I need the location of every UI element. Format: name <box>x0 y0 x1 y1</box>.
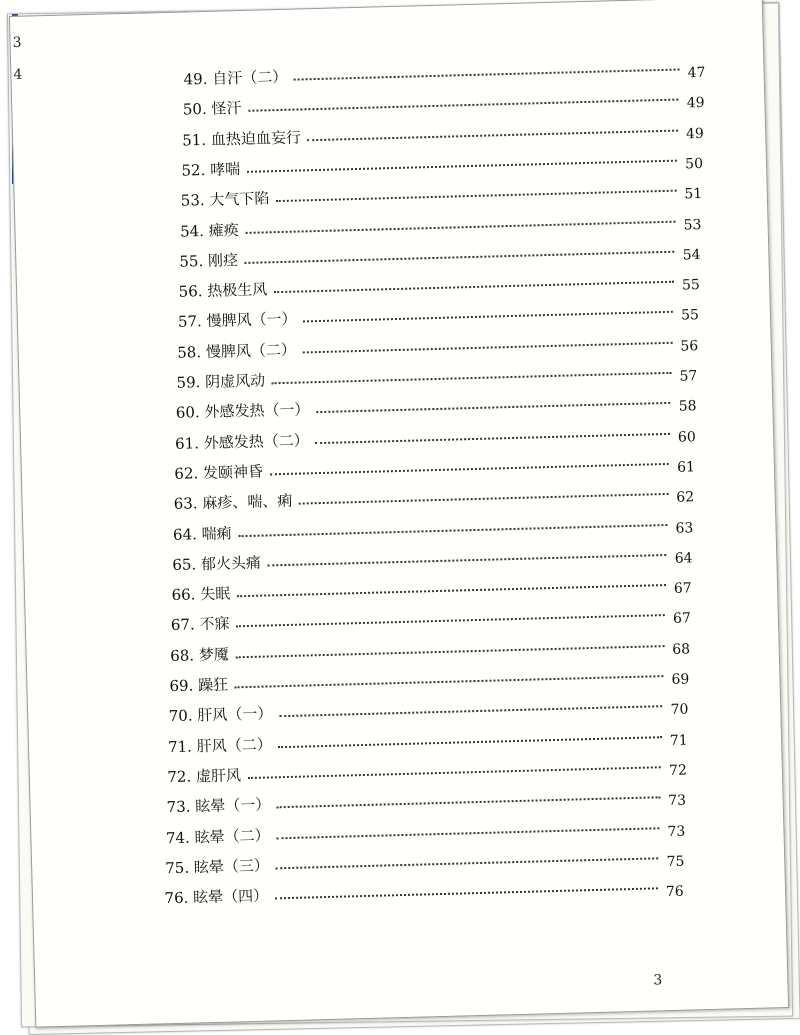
toc-entry-page: 50 <box>684 155 704 173</box>
leader-dots <box>270 463 669 475</box>
toc-entry-title: 虚肝风 <box>195 766 242 786</box>
toc-entry-page: 55 <box>681 277 700 294</box>
leader-dots <box>235 675 664 688</box>
leader-dots <box>237 584 666 597</box>
toc-entry-page: 75 <box>666 853 685 870</box>
edge-mark: 4 <box>13 66 23 83</box>
toc-entry-title: 喘痢 <box>201 523 232 543</box>
toc-entry-title: 肝风（二） <box>196 735 272 755</box>
toc-entry-label <box>183 97 242 120</box>
toc-entry-page: 62 <box>676 489 695 506</box>
toc-entry-title: 肝风（一） <box>197 704 273 725</box>
leader-dots <box>278 736 662 748</box>
toc-entry-title: 热极生风 <box>207 280 268 301</box>
toc-entry-title: 发颐神昏 <box>202 462 264 483</box>
leader-dots <box>267 554 666 566</box>
toc-entry-page: 73 <box>668 792 687 810</box>
leader-dots <box>316 402 671 413</box>
toc-entry-number: 74. <box>165 828 191 847</box>
toc-entry-page: 49 <box>686 95 705 112</box>
toc-entry-label <box>176 369 265 392</box>
toc-entry-page: 71 <box>669 732 688 749</box>
toc-entry-page: 70 <box>670 701 689 719</box>
toc-entry-label <box>168 703 272 727</box>
toc-entry-title: 阴虚风动 <box>204 371 266 392</box>
toc-entry-number: 58. <box>177 342 202 362</box>
toc-entry-label <box>180 219 239 242</box>
toc-entry-title: 梦魇 <box>198 645 230 664</box>
leader-dots <box>294 69 680 81</box>
toc-entry-number: 49. <box>183 69 208 89</box>
toc-page <box>9 0 789 1028</box>
leader-dots <box>307 129 678 141</box>
toc-entry-page: 68 <box>672 641 691 658</box>
toc-entry-label <box>178 278 267 301</box>
toc-entry-page: 55 <box>680 307 700 324</box>
leader-dots <box>245 250 675 263</box>
toc-entry-page: 58 <box>678 398 697 415</box>
toc-entry-title: 麻疹、喘、痢 <box>202 491 293 513</box>
leader-dots <box>238 523 667 536</box>
toc-entry-label <box>180 187 269 210</box>
toc-entry-label <box>175 429 309 453</box>
toc-entry-page: 54 <box>682 246 701 264</box>
toc-entry-label <box>166 794 270 818</box>
toc-entry-label <box>166 824 270 848</box>
toc-entry-label <box>183 66 287 90</box>
leader-dots <box>274 281 674 293</box>
toc-entry-number: 53. <box>180 191 205 210</box>
toc-entry-number: 63. <box>173 494 198 514</box>
toc-entry-number: 50. <box>182 100 207 119</box>
toc-entry-number: 56. <box>178 282 203 301</box>
toc-entry-page: 56 <box>680 337 699 355</box>
toc-entry-label <box>179 249 238 272</box>
toc-entry-number: 73. <box>166 797 191 817</box>
leader-dots <box>247 159 677 172</box>
leader-dots <box>279 705 663 717</box>
toc-entry-title: 刚痉 <box>207 250 239 270</box>
toc-entry-label <box>171 613 230 636</box>
leader-dots <box>245 220 675 233</box>
toc-entry-label <box>177 338 296 362</box>
toc-entry-number: 75. <box>165 858 190 878</box>
toc-entry-label <box>168 733 272 757</box>
toc-entry-number: 60. <box>175 403 200 423</box>
leader-dots <box>315 432 670 443</box>
toc-entry-number: 65. <box>172 555 197 574</box>
toc-entry-page: 51 <box>684 186 703 203</box>
leader-dots <box>299 493 668 505</box>
toc-entry-page: 63 <box>675 519 694 537</box>
toc-entry-label <box>169 674 228 697</box>
toc-entry-number: 71. <box>167 737 193 756</box>
toc-entry-title: 外感发热（一） <box>204 400 310 422</box>
toc-entry-page: 64 <box>674 550 693 567</box>
toc-entry-number: 70. <box>168 706 193 726</box>
toc-entry-title: 哮喘 <box>209 159 241 179</box>
leader-dots <box>276 190 676 202</box>
toc-entry-number: 57. <box>177 312 203 332</box>
leader-dots <box>302 341 672 353</box>
leader-dots <box>277 796 660 808</box>
toc-entry-label <box>174 460 263 483</box>
toc-entry-page: 72 <box>668 762 688 779</box>
toc-entry-page: 69 <box>671 671 690 688</box>
table-of-contents <box>10 0 762 908</box>
toc-entry-number: 76. <box>164 888 189 908</box>
toc-entry-title: 慢脾风（二） <box>205 340 297 361</box>
toc-entry-label <box>164 885 268 909</box>
toc-entry-title: 躁狂 <box>197 675 229 695</box>
toc-entry-title: 外感发热（二） <box>203 430 309 452</box>
toc-entry-label <box>181 158 240 181</box>
toc-entry-number: 66. <box>171 585 196 605</box>
leader-dots <box>236 614 665 627</box>
edge-mark: 3 <box>12 34 22 51</box>
leader-dots <box>276 827 659 839</box>
leader-dots <box>235 645 664 658</box>
toc-entry-title: 眩晕（三） <box>193 856 270 877</box>
leader-dots <box>275 857 658 869</box>
leader-dots <box>248 766 661 779</box>
toc-entry-title: 瘫痪 <box>208 220 239 240</box>
toc-entry-title: 眩晕（一） <box>195 795 271 816</box>
toc-entry-page: 67 <box>672 610 692 628</box>
toc-entry-number: 67. <box>170 615 195 635</box>
toc-entry-title: 眩晕（四） <box>192 886 269 907</box>
toc-entry-label <box>170 643 229 666</box>
toc-entry-page: 57 <box>679 368 698 385</box>
toc-entry-number: 59. <box>176 373 201 392</box>
toc-entry-page: 49 <box>685 125 705 142</box>
toc-entry-label <box>167 764 241 787</box>
toc-entry-number: 61. <box>174 433 200 453</box>
toc-entry-number: 69. <box>169 676 194 696</box>
toc-entry-number: 51. <box>181 130 207 150</box>
leader-dots <box>272 372 672 384</box>
toc-entry-label <box>173 522 232 545</box>
toc-entry-title: 眩晕（二） <box>194 826 270 846</box>
toc-entry-page: 47 <box>687 64 706 82</box>
toc-entry-number: 52. <box>181 160 206 180</box>
toc-entry-number: 54. <box>179 221 205 241</box>
toc-entry-label <box>173 490 292 514</box>
toc-entry-page: 76 <box>665 883 684 901</box>
toc-entry-label <box>176 399 310 423</box>
toc-entry-page: 67 <box>673 580 692 597</box>
toc-entry-number: 64. <box>172 524 198 544</box>
toc-entry-label <box>182 126 301 150</box>
toc-entry-number: 62. <box>174 464 199 483</box>
toc-entry-title: 大气下陷 <box>209 189 270 210</box>
leader-dots <box>275 887 658 899</box>
toc-entry-label <box>178 308 297 332</box>
leader-dots <box>248 99 679 112</box>
toc-entry-number: 68. <box>169 646 195 665</box>
toc-entry-title: 自汗（二） <box>211 67 288 88</box>
toc-entry-title: 血热迫血妄行 <box>210 128 302 149</box>
toc-entry-page: 60 <box>677 428 696 446</box>
toc-entry-title: 郁火头痛 <box>200 553 262 573</box>
toc-entry-title: 失眠 <box>199 584 231 604</box>
toc-entry-title: 怪汗 <box>211 99 242 119</box>
page-number: 3 <box>653 972 663 989</box>
toc-entry-page: 73 <box>667 823 686 840</box>
toc-entry-label <box>171 583 230 606</box>
toc-entry-number: 55. <box>179 251 204 271</box>
toc-entry-number: 72. <box>167 767 192 787</box>
toc-entry-title: 慢脾风（一） <box>206 310 297 331</box>
toc-entry-title: 不寐 <box>199 614 230 634</box>
leader-dots <box>303 311 673 323</box>
toc-entry-label <box>172 551 261 574</box>
toc-entry-label <box>165 854 269 878</box>
toc-entry-page: 61 <box>676 459 696 476</box>
toc-entry-page: 53 <box>683 216 702 233</box>
